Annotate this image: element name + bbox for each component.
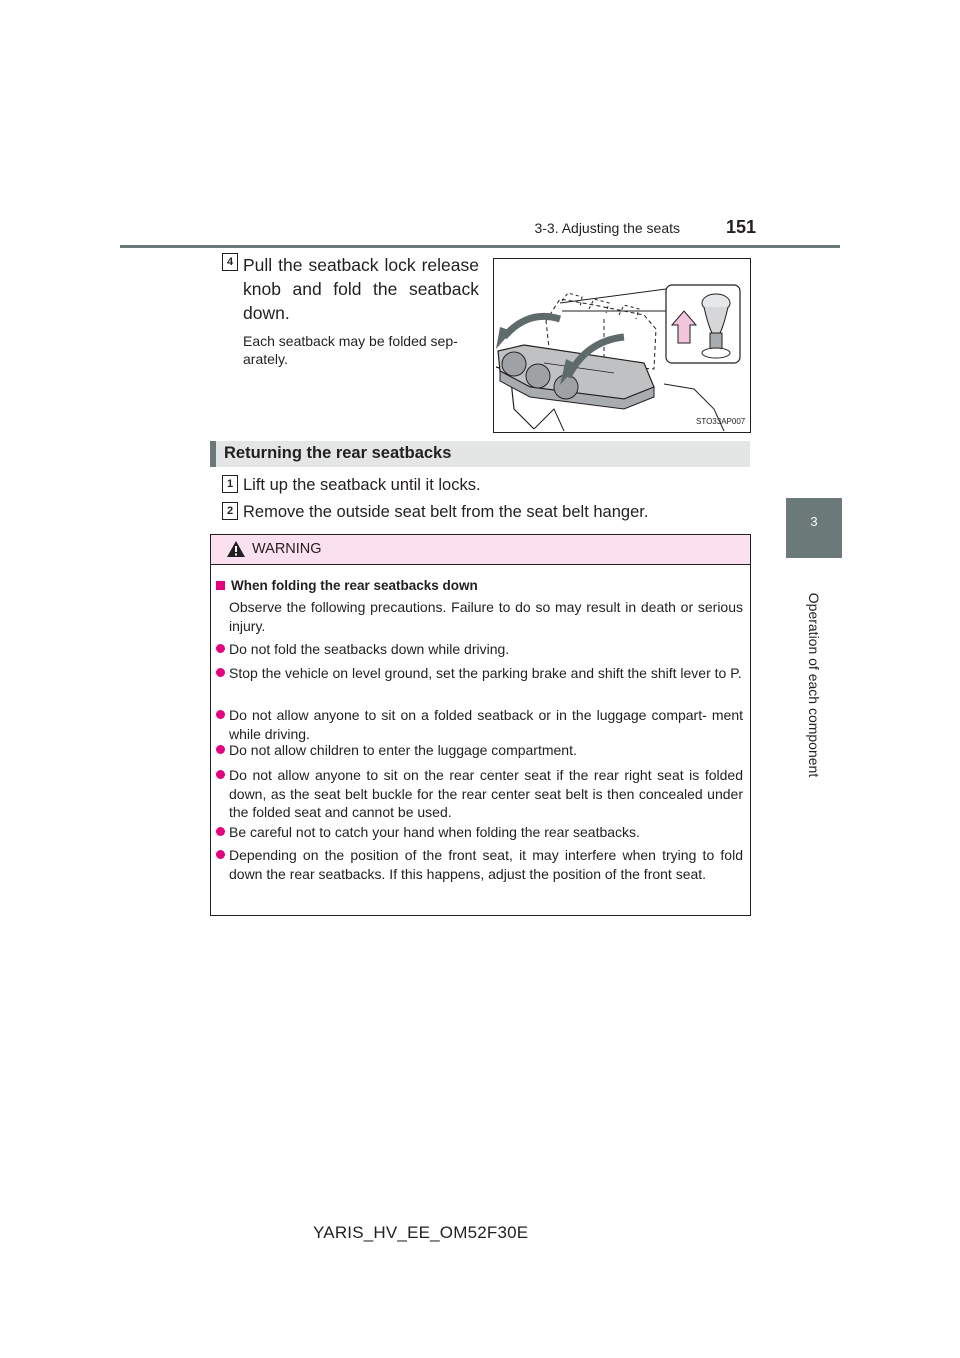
bullet-dot-icon [216,710,225,719]
warning-label: WARNING [252,541,322,557]
step-4-note-line-2: arately. [243,351,288,367]
warning-bullet: Depending on the position of the front seat, it may interfere when trying to fold down the rear seatbacks. If this happens, adjust the position of the front seat. [216,846,743,883]
warning-triangle-icon [226,540,246,563]
warning-bullet: Do not allow anyone to sit on the rear center seat if the rear right seat is folded down, as the seat belt buckle for the rear center seat belt is then concealed under the folded seat and cannot be used. [216,766,743,822]
page-number: 151 [726,217,757,237]
warning-intro: Observe the following precautions. Failure to do so may result in death or serious injury. [229,599,743,634]
bullet-dot-icon [216,770,225,779]
illustration-code: STO33AP007 [696,417,746,426]
header-rule [120,245,840,248]
step-4-line-2: knob and fold the seatback [243,279,479,299]
step-4-note-line-1: Each seatback may be folded sep- [243,333,458,349]
warning-bullet: Be careful not to catch your hand when folding the rear seatbacks. [216,823,743,842]
step-number-1: 1 [222,475,238,493]
section-header: 3-3. Adjusting the seats [534,220,680,236]
step-4-text [243,253,479,325]
step-4-line-3: down. [243,303,290,323]
seatback-fold-illustration [493,258,751,433]
seatback-fold-drawing [494,259,750,432]
square-bullet-icon [216,581,225,590]
bullet-dot-icon [216,745,225,754]
step-number-2: 2 [222,502,238,520]
bullet-dot-icon [216,850,225,859]
warning-title-text: When folding the rear seatbacks down [231,578,478,593]
warning-title [216,578,478,593]
bullet-dot-icon [216,827,225,836]
step-4-note [243,332,479,368]
bullet-dot-icon [216,668,225,677]
chapter-number-tab[interactable]: 3 [786,498,842,558]
manual-code: YARIS_HV_EE_OM52F30E [313,1223,529,1242]
bullet-dot-icon [216,644,225,653]
warning-bullet: Do not fold the seatbacks down while driving. [216,640,743,659]
warning-bullet: Do not allow anyone to sit on a folded seatback or in the luggage compart- ment while driving. [216,706,743,743]
step-2-text: Remove the outside seat belt from the seat belt hanger. [243,503,649,521]
step-4-line-1: Pull the seatback lock release [243,255,479,275]
step-number-4: 4 [222,253,238,271]
section-bar-accent [210,441,216,467]
warning-bullet: Stop the vehicle on level ground, set the parking brake and shift the shift lever to P. [216,664,743,683]
warning-bullet: Do not allow children to enter the luggage compartment. [216,741,743,760]
section-title: Returning the rear seatbacks [224,444,452,462]
chapter-title-vertical: Operation of each component [806,592,822,778]
step-1-text: Lift up the seatback until it locks. [243,476,481,494]
